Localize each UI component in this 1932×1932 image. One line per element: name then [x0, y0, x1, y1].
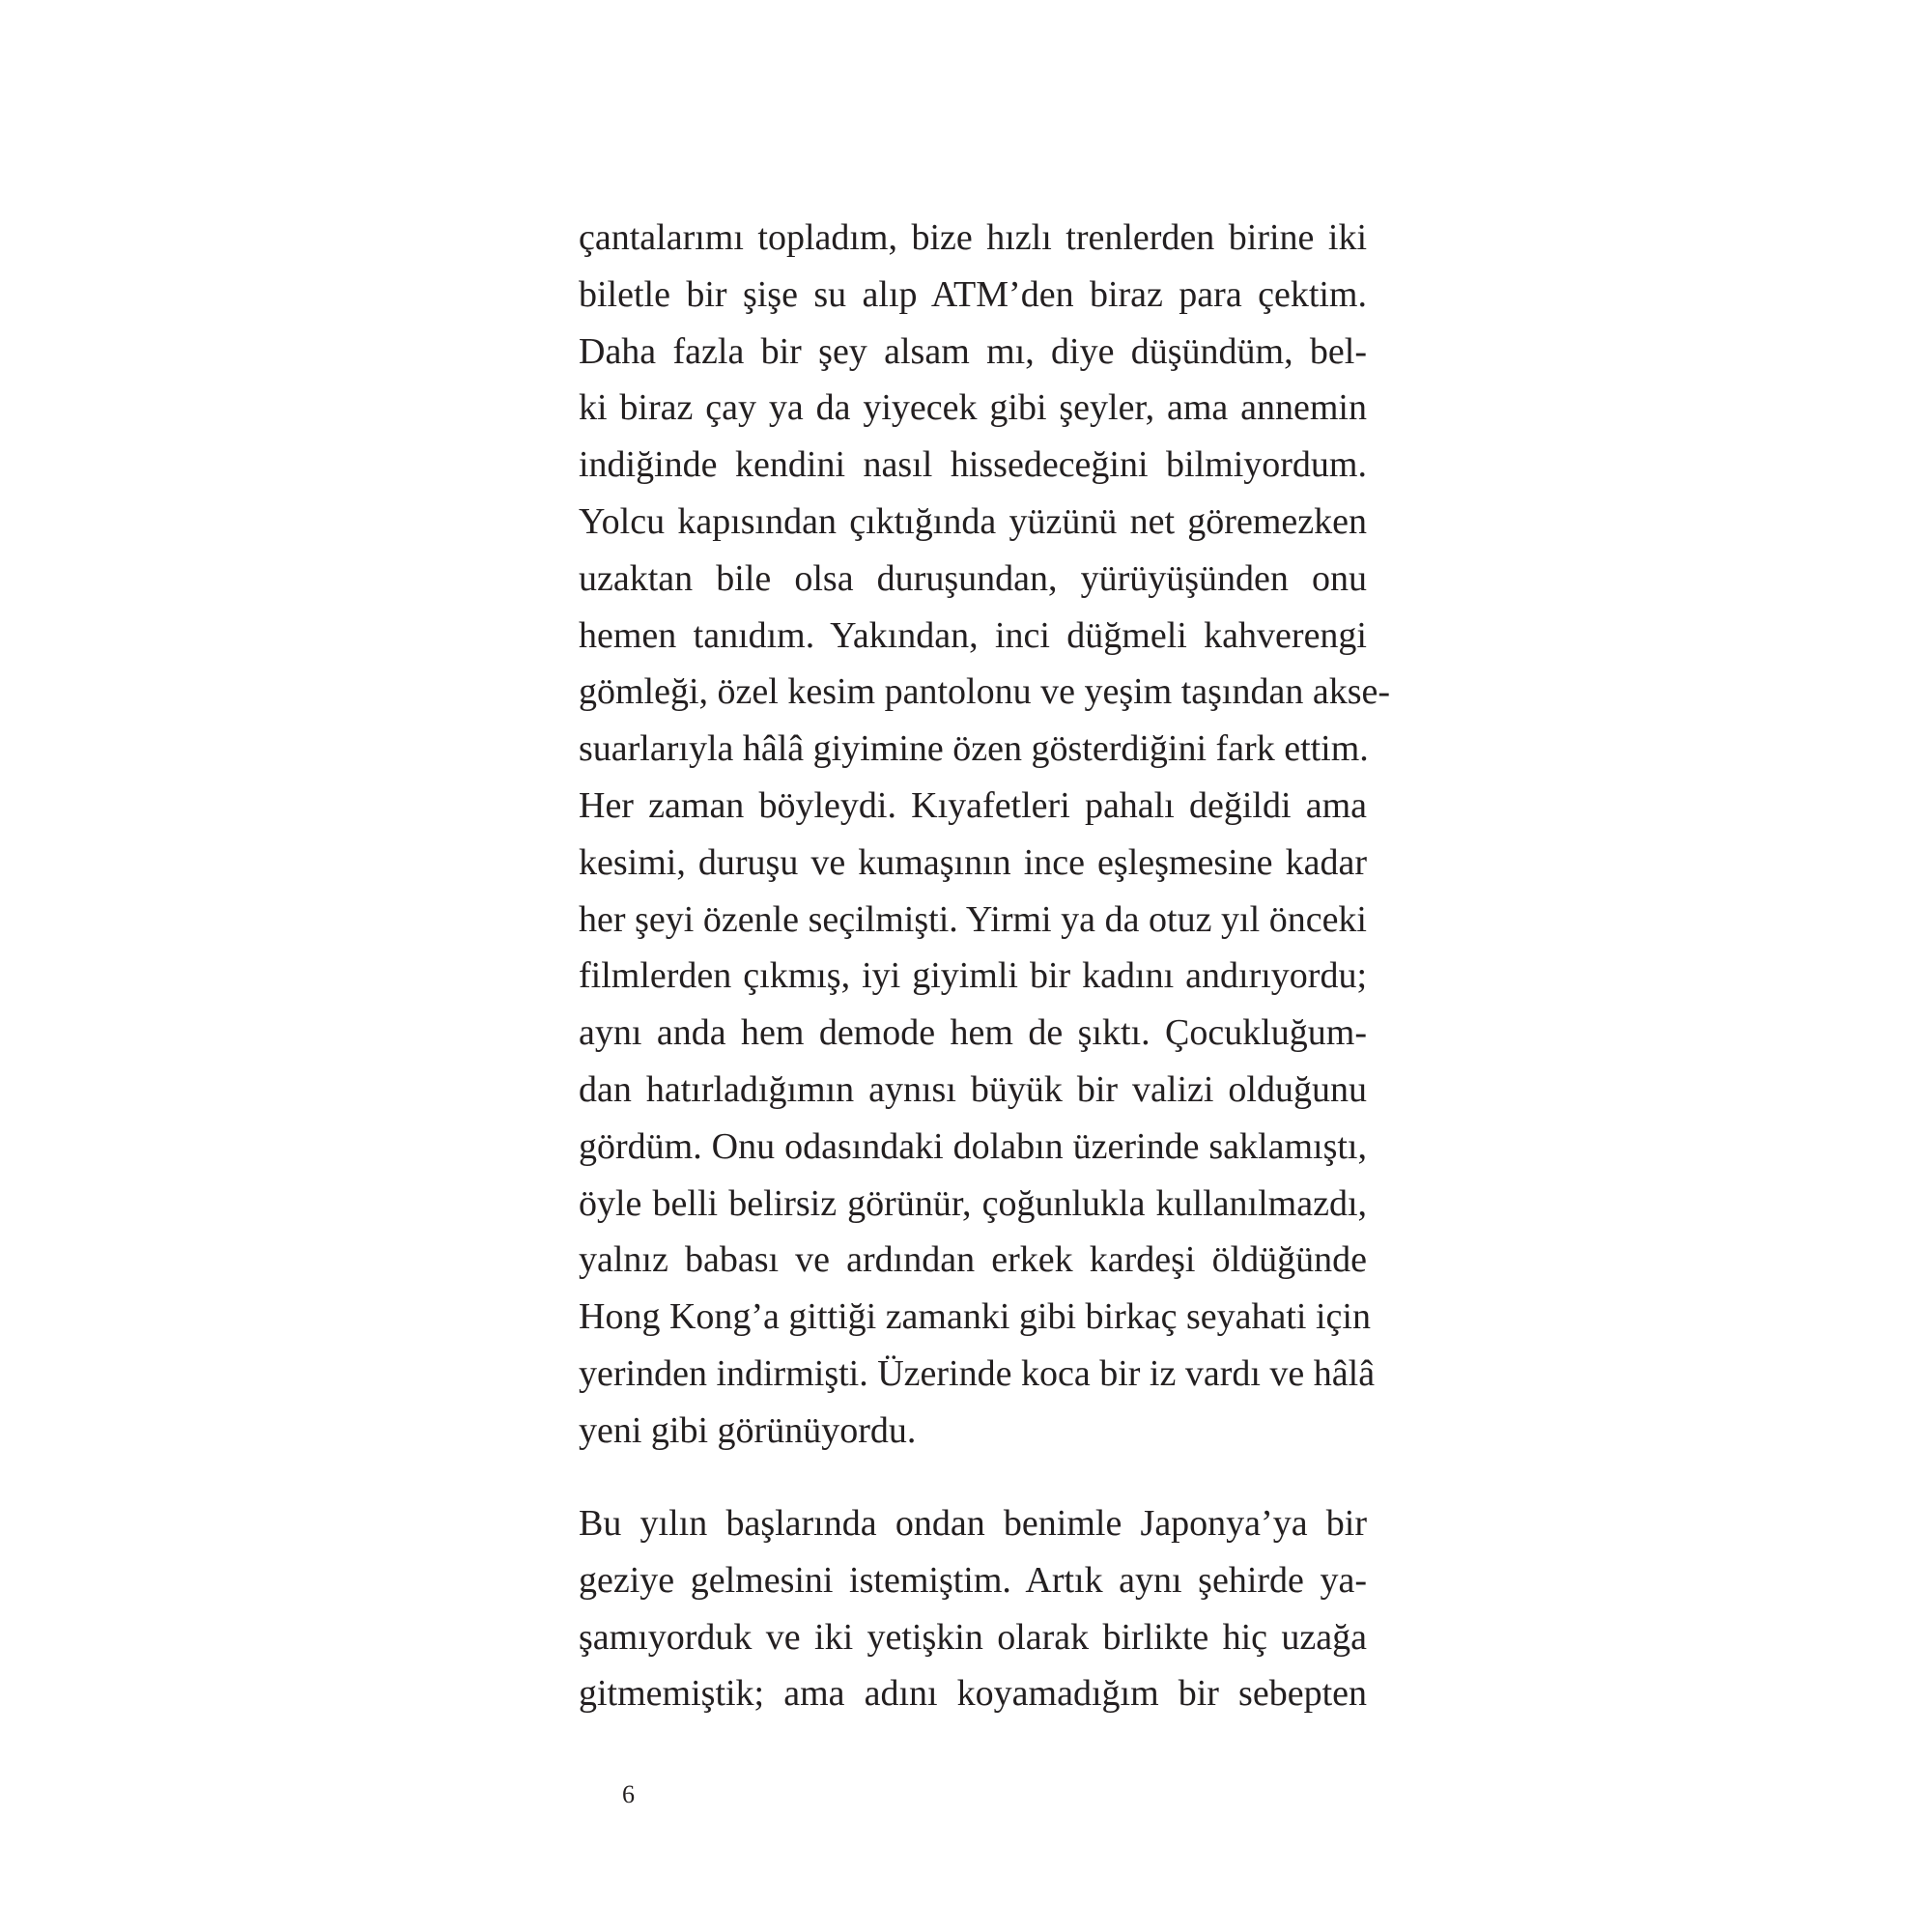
text-line: Hong Kong’a gittiği zamanki gibi birkaç seyahati için: [579, 1296, 1371, 1338]
text-line: yalnız babası ve ardından erkek kardeşi öldüğünde: [579, 1239, 1367, 1281]
text-line: gömleği, özel kesim pantolonu ve yeşim taşından akse-: [579, 671, 1391, 713]
text-line: yerinden indirmişti. Üzerinde koca bir iz vardı ve hâlâ: [579, 1352, 1376, 1394]
text-line: ki biraz çay ya da yiyecek gibi şeyler, ama annemin: [579, 387, 1367, 429]
text-line: uzaktan bile olsa duruşundan, yürüyüşünden onu: [579, 557, 1367, 599]
text-line: suarlarıyla hâlâ giyimine özen gösterdiğini fark ettim.: [579, 728, 1369, 770]
paragraph-1: [579, 210, 1391, 1460]
text-line: Yolcu kapısından çıktığında yüzünü net göremezken: [579, 500, 1367, 542]
text-line: dan hatırladığımın aynısı büyük bir valizi olduğunu: [579, 1068, 1367, 1110]
text-line: biletle bir şişe su alıp ATM’den biraz para çektim.: [579, 273, 1367, 315]
text-line: aynı anda hem demode hem de şıktı. Çocukluğum-: [579, 1012, 1367, 1054]
paragraph-2: [579, 1495, 1367, 1722]
text-line: öyle belli belirsiz görünür, çoğunlukla kullanılmazdı,: [579, 1182, 1367, 1224]
text-line: gitmemiştik; ama adını koyamadığım bir sebepten: [579, 1673, 1367, 1715]
text-line: Bu yılın başlarında ondan benimle Japonya’ya bir: [579, 1503, 1367, 1544]
text-line: yeni gibi görünüyordu.: [579, 1409, 917, 1451]
text-line: çantalarımı topladım, bize hızlı trenlerden birine iki: [579, 217, 1367, 258]
text-line: şamıyorduk ve iki yetişkin olarak birlikte hiç uzağa: [579, 1616, 1367, 1658]
text-line: kesimi, duruşu ve kumaşının ince eşleşmesine kadar: [579, 841, 1367, 883]
text-line: Daha fazla bir şey alsam mı, diye düşündüm, bel-: [579, 330, 1367, 372]
page-number: 6: [622, 1780, 635, 1808]
text-line: gördüm. Onu odasındaki dolabın üzerinde saklamıştı,: [579, 1125, 1367, 1167]
text-line: geziye gelmesini istemiştim. Artık aynı şehirde ya-: [579, 1559, 1367, 1601]
text-line: her şeyi özenle seçilmişti. Yirmi ya da otuz yıl önceki: [579, 898, 1367, 940]
text-line: Her zaman böyleydi. Kıyafetleri pahalı değildi ama: [579, 784, 1367, 826]
text-line: indiğinde kendini nasıl hissedeceğini bilmiyordum.: [579, 444, 1367, 486]
text-line: filmlerden çıkmış, iyi giyimli bir kadını andırıyordu;: [579, 955, 1367, 997]
text-line: hemen tanıdım. Yakından, inci düğmeli kahverengi: [579, 614, 1367, 656]
